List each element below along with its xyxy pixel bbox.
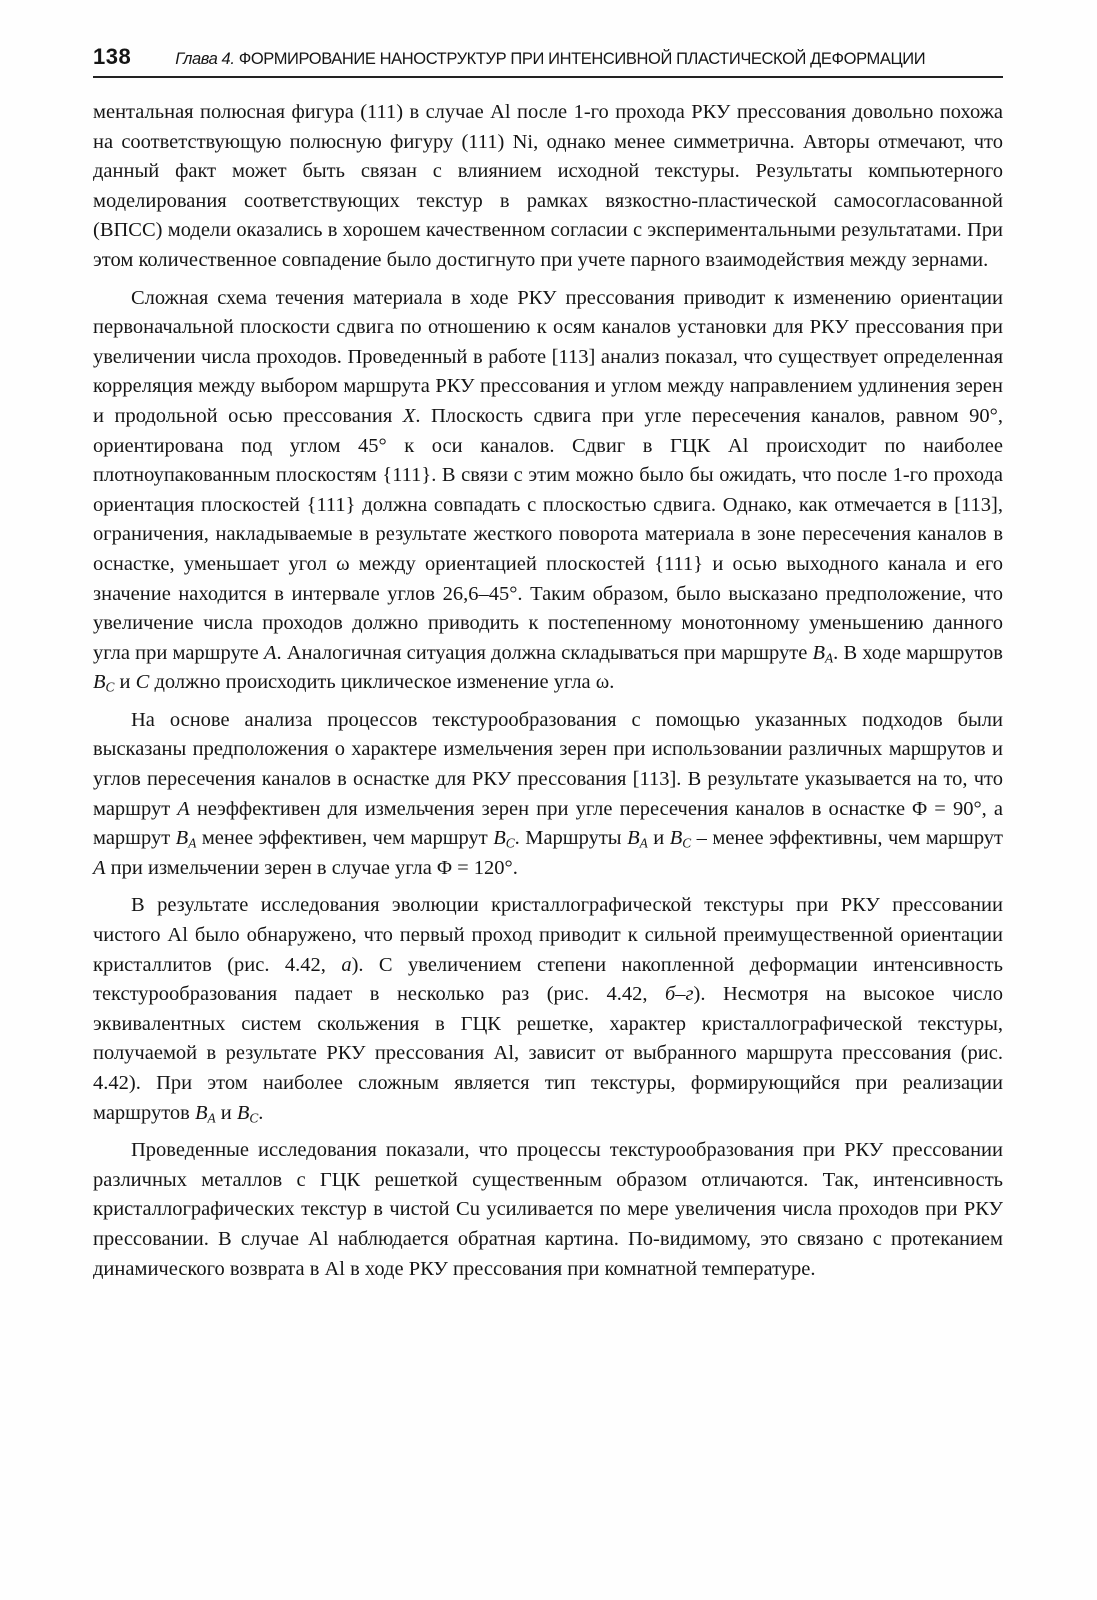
paragraph-4: В результате исследования эволюции кристаллографической текстуры при РКУ прессовании чистого Al было обнаружено, что первый проход приводит к сильной преимущественной ориентации кристаллитов (рис. 4.42, а). С увеличением степени накопленной деформации интенсивность текстурообразования падает в несколько раз (рис. 4.42, б–г). Несмотря на высокое число эквивалентных систем скольжения в ГЦК решетке, характер кристаллографической текстуры, получаемой в результате РКУ прессования Al, зависит от выбранного маршрута прессования (рис. 4.42). При этом наиболее сложным является тип текстуры, формирующийся при реализации маршрутов $B_A$ и $B_C$. bbox=[93, 894, 1004, 1125]
paragraph-5: Проведенные исследования показали, что процессы текстурообразования при РКУ прессовании различных металлов с ГЦК решеткой существенным образом отличаются. Так, интенсивность кристаллографических текстур в чистой Cu усиливается по мере увеличения числа проходов при РКУ прессовании. В случае Al наблюдается обратная картина. По-видимому, это связано с протеканием динамического возврата в Al в ходе РКУ прессования при комнатной температуре. bbox=[93, 1139, 1003, 1280]
chapter-label: Глава 4. bbox=[175, 50, 235, 68]
paragraph-1: ментальная полюсная фигура (111) в случае Al после 1-го прохода РКУ прессования довольно похожа на соответствующую полюсную фигуру (111) Ni, однако менее симметрична. Авторы отмечают, что данный факт может быть связан с влиянием исходной текстуры. Результаты компьютерного моделирования соответствующих текстур в рамках вязкостно-пластической самосогласованной (ВПСС) модели оказались в хорошем качественном согласии с экспериментальными результатами. При этом количественное совпадение было достигнуто при учете парного взаимодействия между зернами. bbox=[93, 101, 1003, 271]
chapter-title: ФОРМИРОВАНИЕ НАНОСТРУКТУР ПРИ ИНТЕНСИВНОЙ ПЛАСТИЧЕСКОЙ ДЕФОРМАЦИИ bbox=[238, 50, 926, 68]
running-header bbox=[93, 44, 1003, 78]
body-text bbox=[93, 98, 1003, 1292]
paragraph-3: На основе анализа процессов текстурообразования с помощью указанных подходов были высказаны предположения о характере измельчения зерен при использовании различных маршрутов и углов пересечения каналов в оснастке для РКУ прессования [113]. В результате указывается на то, что маршрут A неэффективен для измельчения зерен при угле пересечения каналов в оснастке Φ = 90°, а маршрут $B_A$ менее эффективен, чем маршрут $B_C$. Маршруты $B_A$ и $B_C$ – менее эффективны, чем маршрут A при измельчении зерен в случае угла Φ = 120°. bbox=[93, 708, 1004, 879]
page-number: 138 bbox=[93, 44, 132, 69]
running-title bbox=[175, 50, 925, 69]
paragraph-2: Сложная схема течения материала в ходе РКУ прессования приводит к изменению ориентации первоначальной плоскости сдвига по отношению к осям каналов установки для РКУ прессования при увеличении числа проходов. Проведенный в работе [113] анализ показал, что существует определенная корреляция между выбором маршрута РКУ прессования и углом между направлением удлинения зерен и продольной осью прессования X. Плоскость сдвига при угле пересечения каналов, равном 90°, ориентирована под углом 45° к оси каналов. Сдвиг в ГЦК Al происходит по наиболее плотноупакованным плоскостям {111}. В связи с этим можно было бы ожидать, что после 1-го прохода ориентация плоскостей {111} должна совпадать с плоскостью сдвига. Однако, как отмечается в [113], ограничения, накладываемые в результате жесткого поворота материала в зоне пересечения каналов в оснастке, уменьшает угол ω между ориентацией плоскостей {111} и осью выходного канала и его значение находится в интервале углов 26,6–45°. Таким образом, было высказано предположение, что увеличение числа проходов должно приводить к постепенному монотонному уменьшению данного угла при маршруте A. Аналогичная ситуация должна складываться при маршруте $B_A$. В ходе маршрутов $B_C$ и C должно происходить циклическое изменение угла ω. bbox=[93, 286, 1003, 695]
